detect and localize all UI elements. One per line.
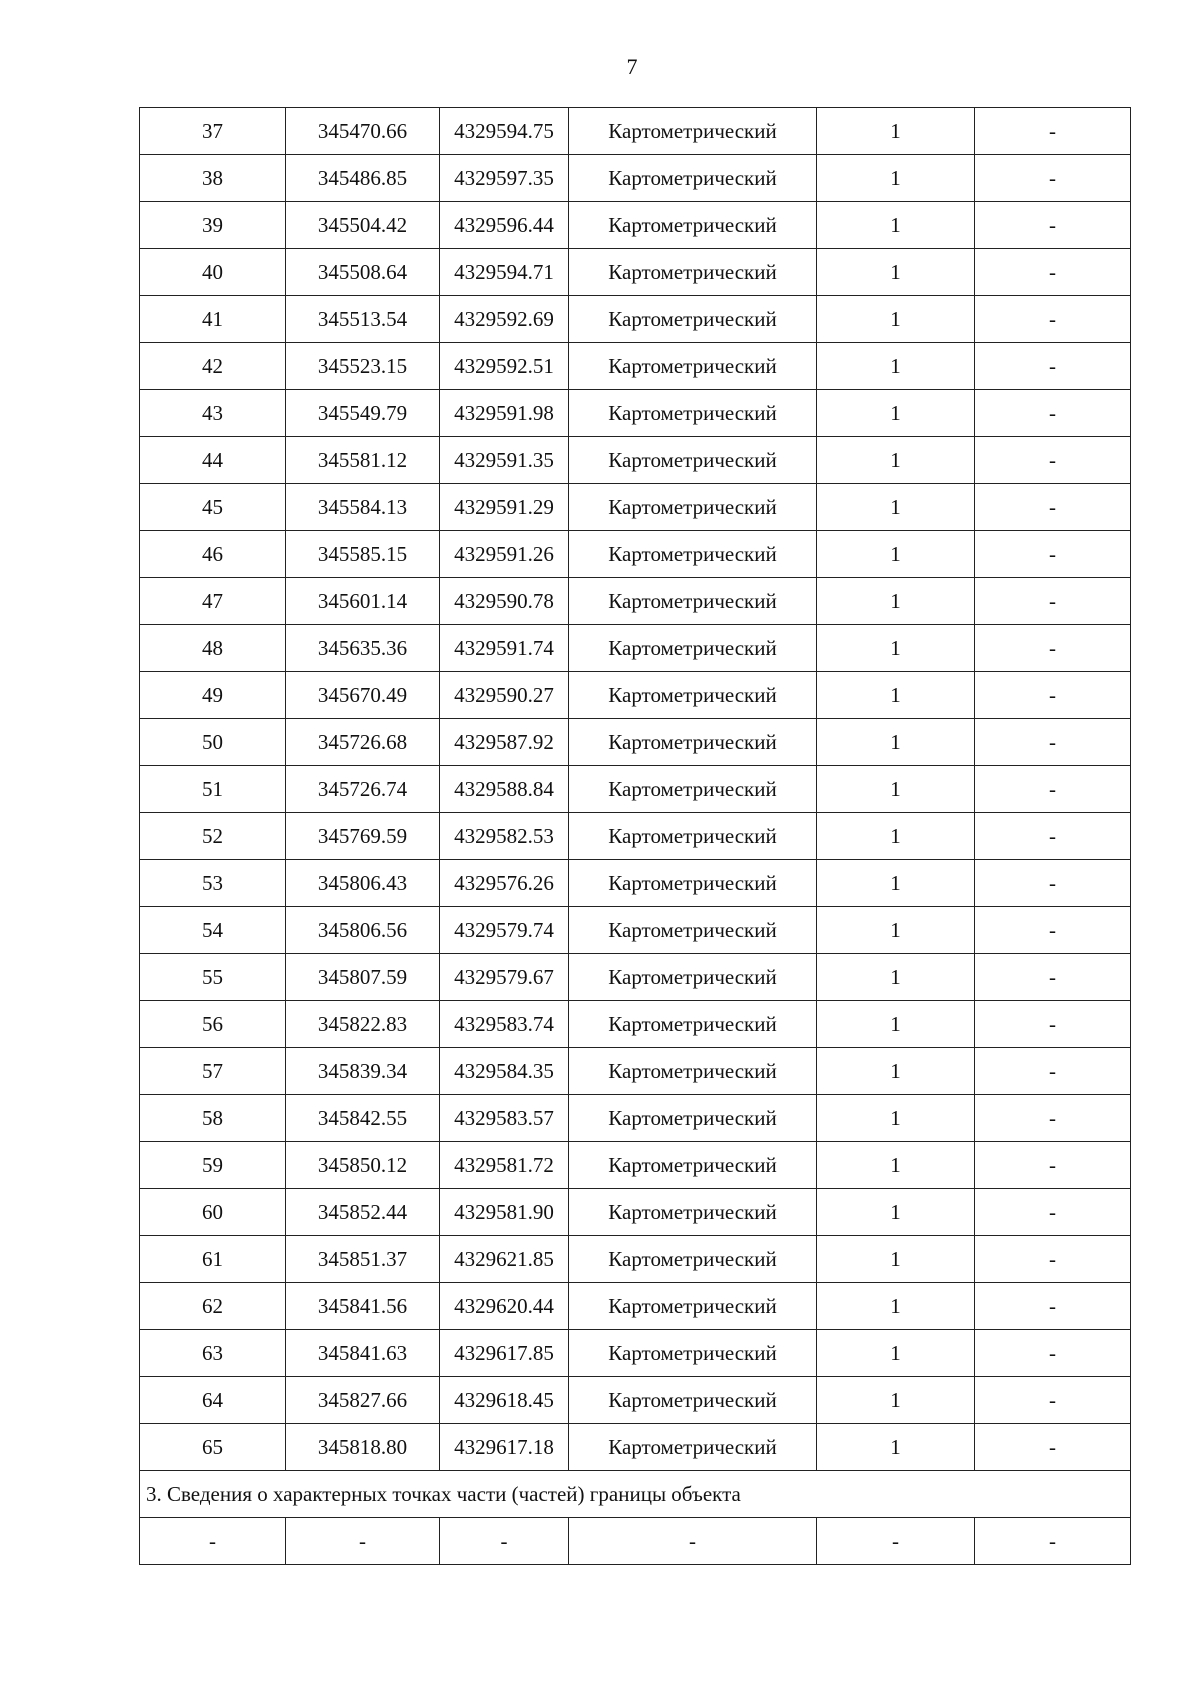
description-cell: - xyxy=(975,578,1131,625)
y-coordinate-cell: 4329594.75 xyxy=(440,108,569,155)
table-row xyxy=(140,672,1131,719)
point-number-cell: 46 xyxy=(140,531,286,578)
accuracy-cell: 1 xyxy=(817,672,975,719)
x-coordinate-cell: 345504.42 xyxy=(286,202,440,249)
table-row xyxy=(140,1377,1131,1424)
point-number-cell: 41 xyxy=(140,296,286,343)
method-cell: Картометрический xyxy=(569,390,817,437)
method-cell: - xyxy=(569,1518,817,1565)
x-coordinate-cell: 345827.66 xyxy=(286,1377,440,1424)
x-coordinate-cell: 345581.12 xyxy=(286,437,440,484)
point-number-cell: - xyxy=(140,1518,286,1565)
method-cell: Картометрический xyxy=(569,531,817,578)
description-cell: - xyxy=(975,1001,1131,1048)
method-cell: Картометрический xyxy=(569,672,817,719)
method-cell: Картометрический xyxy=(569,1330,817,1377)
table-row xyxy=(140,437,1131,484)
description-cell: - xyxy=(975,531,1131,578)
table-row xyxy=(140,484,1131,531)
table-row xyxy=(140,390,1131,437)
description-cell: - xyxy=(975,343,1131,390)
table-row xyxy=(140,860,1131,907)
x-coordinate-cell: 345818.80 xyxy=(286,1424,440,1471)
y-coordinate-cell: 4329617.85 xyxy=(440,1330,569,1377)
accuracy-cell: 1 xyxy=(817,813,975,860)
table-row xyxy=(140,1095,1131,1142)
boundary-points-table xyxy=(139,107,1131,1565)
description-cell: - xyxy=(975,719,1131,766)
section-3-title: 3. Сведения о характерных точках части (частей) границы объекта xyxy=(140,1471,1131,1518)
table-row xyxy=(140,155,1131,202)
accuracy-cell: 1 xyxy=(817,1236,975,1283)
x-coordinate-cell: 345807.59 xyxy=(286,954,440,1001)
table-row xyxy=(140,625,1131,672)
point-number-cell: 57 xyxy=(140,1048,286,1095)
description-cell: - xyxy=(975,1142,1131,1189)
x-coordinate-cell: 345584.13 xyxy=(286,484,440,531)
table-row xyxy=(140,719,1131,766)
method-cell: Картометрический xyxy=(569,625,817,672)
description-cell: - xyxy=(975,108,1131,155)
method-cell: Картометрический xyxy=(569,1095,817,1142)
table-row xyxy=(140,249,1131,296)
point-number-cell: 42 xyxy=(140,343,286,390)
point-number-cell: 44 xyxy=(140,437,286,484)
description-cell: - xyxy=(975,1330,1131,1377)
description-cell: - xyxy=(975,860,1131,907)
table-row xyxy=(140,1048,1131,1095)
point-number-cell: 52 xyxy=(140,813,286,860)
point-number-cell: 65 xyxy=(140,1424,286,1471)
y-coordinate-cell: 4329583.57 xyxy=(440,1095,569,1142)
y-coordinate-cell: 4329591.35 xyxy=(440,437,569,484)
method-cell: Картометрический xyxy=(569,719,817,766)
description-cell: - xyxy=(975,1095,1131,1142)
point-number-cell: 54 xyxy=(140,907,286,954)
boundary-points-body xyxy=(140,108,1131,1565)
y-coordinate-cell: 4329592.51 xyxy=(440,343,569,390)
table-row xyxy=(140,1424,1131,1471)
method-cell: Картометрический xyxy=(569,813,817,860)
method-cell: Картометрический xyxy=(569,1142,817,1189)
accuracy-cell: 1 xyxy=(817,484,975,531)
y-coordinate-cell: 4329582.53 xyxy=(440,813,569,860)
y-coordinate-cell: 4329579.67 xyxy=(440,954,569,1001)
accuracy-cell: 1 xyxy=(817,531,975,578)
table-row xyxy=(140,343,1131,390)
y-coordinate-cell: 4329591.29 xyxy=(440,484,569,531)
accuracy-cell: 1 xyxy=(817,1001,975,1048)
method-cell: Картометрический xyxy=(569,766,817,813)
accuracy-cell: 1 xyxy=(817,1283,975,1330)
point-number-cell: 48 xyxy=(140,625,286,672)
accuracy-cell: 1 xyxy=(817,1189,975,1236)
accuracy-cell: 1 xyxy=(817,766,975,813)
table-row xyxy=(140,954,1131,1001)
y-coordinate-cell: 4329591.74 xyxy=(440,625,569,672)
x-coordinate-cell: 345726.68 xyxy=(286,719,440,766)
x-coordinate-cell: 345508.64 xyxy=(286,249,440,296)
point-number-cell: 53 xyxy=(140,860,286,907)
description-cell: - xyxy=(975,1518,1131,1565)
x-coordinate-cell: 345852.44 xyxy=(286,1189,440,1236)
description-cell: - xyxy=(975,484,1131,531)
x-coordinate-cell: 345601.14 xyxy=(286,578,440,625)
description-cell: - xyxy=(975,625,1131,672)
point-number-cell: 45 xyxy=(140,484,286,531)
accuracy-cell: 1 xyxy=(817,202,975,249)
accuracy-cell: 1 xyxy=(817,578,975,625)
x-coordinate-cell: 345839.34 xyxy=(286,1048,440,1095)
point-number-cell: 64 xyxy=(140,1377,286,1424)
x-coordinate-cell: 345851.37 xyxy=(286,1236,440,1283)
x-coordinate-cell: 345549.79 xyxy=(286,390,440,437)
point-number-cell: 49 xyxy=(140,672,286,719)
x-coordinate-cell: - xyxy=(286,1518,440,1565)
x-coordinate-cell: 345513.54 xyxy=(286,296,440,343)
method-cell: Картометрический xyxy=(569,1048,817,1095)
point-number-cell: 58 xyxy=(140,1095,286,1142)
x-coordinate-cell: 345635.36 xyxy=(286,625,440,672)
y-coordinate-cell: 4329579.74 xyxy=(440,907,569,954)
point-number-cell: 55 xyxy=(140,954,286,1001)
point-number-cell: 62 xyxy=(140,1283,286,1330)
section-3-header-row xyxy=(140,1471,1131,1518)
accuracy-cell: 1 xyxy=(817,625,975,672)
accuracy-cell: 1 xyxy=(817,907,975,954)
y-coordinate-cell: 4329587.92 xyxy=(440,719,569,766)
accuracy-cell: 1 xyxy=(817,954,975,1001)
description-cell: - xyxy=(975,1048,1131,1095)
description-cell: - xyxy=(975,1424,1131,1471)
y-coordinate-cell: 4329618.45 xyxy=(440,1377,569,1424)
y-coordinate-cell: 4329583.74 xyxy=(440,1001,569,1048)
x-coordinate-cell: 345523.15 xyxy=(286,343,440,390)
page-number: 7 xyxy=(626,54,638,79)
y-coordinate-cell: 4329581.72 xyxy=(440,1142,569,1189)
section-3-empty-row xyxy=(140,1518,1131,1565)
accuracy-cell: 1 xyxy=(817,860,975,907)
point-number-cell: 63 xyxy=(140,1330,286,1377)
description-cell: - xyxy=(975,813,1131,860)
method-cell: Картометрический xyxy=(569,860,817,907)
x-coordinate-cell: 345670.49 xyxy=(286,672,440,719)
method-cell: Картометрический xyxy=(569,108,817,155)
accuracy-cell: 1 xyxy=(817,1330,975,1377)
point-number-cell: 61 xyxy=(140,1236,286,1283)
table-row xyxy=(140,1236,1131,1283)
y-coordinate-cell: 4329597.35 xyxy=(440,155,569,202)
table-row xyxy=(140,1142,1131,1189)
method-cell: Картометрический xyxy=(569,578,817,625)
description-cell: - xyxy=(975,155,1131,202)
y-coordinate-cell: - xyxy=(440,1518,569,1565)
y-coordinate-cell: 4329590.78 xyxy=(440,578,569,625)
y-coordinate-cell: 4329584.35 xyxy=(440,1048,569,1095)
description-cell: - xyxy=(975,249,1131,296)
x-coordinate-cell: 345726.74 xyxy=(286,766,440,813)
y-coordinate-cell: 4329620.44 xyxy=(440,1283,569,1330)
y-coordinate-cell: 4329591.26 xyxy=(440,531,569,578)
table-row xyxy=(140,531,1131,578)
point-number-cell: 56 xyxy=(140,1001,286,1048)
method-cell: Картометрический xyxy=(569,954,817,1001)
point-number-cell: 37 xyxy=(140,108,286,155)
y-coordinate-cell: 4329581.90 xyxy=(440,1189,569,1236)
method-cell: Картометрический xyxy=(569,1424,817,1471)
y-coordinate-cell: 4329588.84 xyxy=(440,766,569,813)
x-coordinate-cell: 345822.83 xyxy=(286,1001,440,1048)
method-cell: Картометрический xyxy=(569,249,817,296)
accuracy-cell: 1 xyxy=(817,390,975,437)
x-coordinate-cell: 345806.56 xyxy=(286,907,440,954)
method-cell: Картометрический xyxy=(569,202,817,249)
accuracy-cell: 1 xyxy=(817,1377,975,1424)
method-cell: Картометрический xyxy=(569,907,817,954)
table-row xyxy=(140,907,1131,954)
method-cell: Картометрический xyxy=(569,437,817,484)
y-coordinate-cell: 4329576.26 xyxy=(440,860,569,907)
point-number-cell: 38 xyxy=(140,155,286,202)
method-cell: Картометрический xyxy=(569,1189,817,1236)
table-row xyxy=(140,1189,1131,1236)
description-cell: - xyxy=(975,954,1131,1001)
accuracy-cell: 1 xyxy=(817,155,975,202)
point-number-cell: 60 xyxy=(140,1189,286,1236)
description-cell: - xyxy=(975,390,1131,437)
method-cell: Картометрический xyxy=(569,296,817,343)
point-number-cell: 50 xyxy=(140,719,286,766)
x-coordinate-cell: 345769.59 xyxy=(286,813,440,860)
method-cell: Картометрический xyxy=(569,1236,817,1283)
description-cell: - xyxy=(975,1236,1131,1283)
point-number-cell: 51 xyxy=(140,766,286,813)
description-cell: - xyxy=(975,437,1131,484)
point-number-cell: 47 xyxy=(140,578,286,625)
table-row xyxy=(140,296,1131,343)
y-coordinate-cell: 4329621.85 xyxy=(440,1236,569,1283)
description-cell: - xyxy=(975,672,1131,719)
y-coordinate-cell: 4329592.69 xyxy=(440,296,569,343)
x-coordinate-cell: 345585.15 xyxy=(286,531,440,578)
y-coordinate-cell: 4329594.71 xyxy=(440,249,569,296)
accuracy-cell: 1 xyxy=(817,108,975,155)
x-coordinate-cell: 345470.66 xyxy=(286,108,440,155)
y-coordinate-cell: 4329617.18 xyxy=(440,1424,569,1471)
table-row xyxy=(140,813,1131,860)
y-coordinate-cell: 4329590.27 xyxy=(440,672,569,719)
point-number-cell: 40 xyxy=(140,249,286,296)
table-row xyxy=(140,1283,1131,1330)
accuracy-cell: 1 xyxy=(817,296,975,343)
table-row xyxy=(140,108,1131,155)
method-cell: Картометрический xyxy=(569,155,817,202)
accuracy-cell: 1 xyxy=(817,437,975,484)
description-cell: - xyxy=(975,1189,1131,1236)
accuracy-cell: 1 xyxy=(817,249,975,296)
y-coordinate-cell: 4329591.98 xyxy=(440,390,569,437)
table-row xyxy=(140,578,1131,625)
accuracy-cell: 1 xyxy=(817,719,975,766)
method-cell: Картометрический xyxy=(569,343,817,390)
description-cell: - xyxy=(975,1377,1131,1424)
table-row xyxy=(140,202,1131,249)
x-coordinate-cell: 345850.12 xyxy=(286,1142,440,1189)
accuracy-cell: 1 xyxy=(817,1142,975,1189)
accuracy-cell: 1 xyxy=(817,1048,975,1095)
point-number-cell: 39 xyxy=(140,202,286,249)
table-row xyxy=(140,1001,1131,1048)
x-coordinate-cell: 345842.55 xyxy=(286,1095,440,1142)
point-number-cell: 59 xyxy=(140,1142,286,1189)
method-cell: Картометрический xyxy=(569,1377,817,1424)
description-cell: - xyxy=(975,907,1131,954)
accuracy-cell: 1 xyxy=(817,343,975,390)
accuracy-cell: 1 xyxy=(817,1095,975,1142)
table-row xyxy=(140,766,1131,813)
x-coordinate-cell: 345486.85 xyxy=(286,155,440,202)
method-cell: Картометрический xyxy=(569,1283,817,1330)
description-cell: - xyxy=(975,1283,1131,1330)
method-cell: Картометрический xyxy=(569,484,817,531)
description-cell: - xyxy=(975,296,1131,343)
method-cell: Картометрический xyxy=(569,1001,817,1048)
x-coordinate-cell: 345841.56 xyxy=(286,1283,440,1330)
accuracy-cell: 1 xyxy=(817,1424,975,1471)
point-number-cell: 43 xyxy=(140,390,286,437)
table-row xyxy=(140,1330,1131,1377)
accuracy-cell: - xyxy=(817,1518,975,1565)
x-coordinate-cell: 345841.63 xyxy=(286,1330,440,1377)
description-cell: - xyxy=(975,202,1131,249)
description-cell: - xyxy=(975,766,1131,813)
y-coordinate-cell: 4329596.44 xyxy=(440,202,569,249)
x-coordinate-cell: 345806.43 xyxy=(286,860,440,907)
